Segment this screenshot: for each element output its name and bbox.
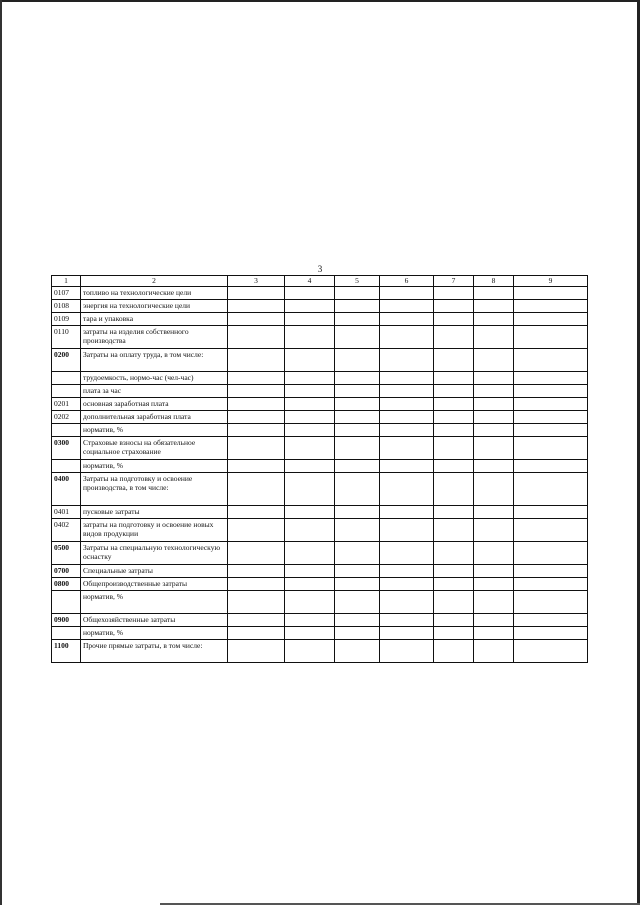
empty-value-cell — [434, 398, 474, 411]
empty-value-cell — [285, 519, 335, 542]
row-label-cell: пусковые затраты — [81, 506, 228, 519]
empty-value-cell — [380, 424, 434, 437]
table-row — [52, 287, 588, 300]
empty-value-cell — [380, 372, 434, 385]
empty-value-cell — [514, 640, 588, 663]
row-code-cell — [52, 460, 81, 473]
empty-value-cell — [514, 385, 588, 398]
row-code-cell: 0109 — [52, 313, 81, 326]
table-row — [52, 614, 588, 627]
table-row — [52, 385, 588, 398]
empty-value-cell — [514, 372, 588, 385]
empty-value-cell — [514, 326, 588, 349]
empty-value-cell — [335, 424, 380, 437]
empty-value-cell — [380, 614, 434, 627]
empty-value-cell — [474, 627, 514, 640]
empty-value-cell — [434, 424, 474, 437]
empty-value-cell — [228, 506, 285, 519]
empty-value-cell — [434, 437, 474, 460]
row-label-cell: норматив, % — [81, 460, 228, 473]
row-code-cell: 0300 — [52, 437, 81, 460]
empty-value-cell — [228, 313, 285, 326]
empty-value-cell — [228, 385, 285, 398]
empty-value-cell — [335, 627, 380, 640]
empty-value-cell — [285, 565, 335, 578]
empty-value-cell — [285, 473, 335, 506]
empty-value-cell — [228, 460, 285, 473]
empty-value-cell — [434, 411, 474, 424]
empty-value-cell — [285, 313, 335, 326]
empty-value-cell — [380, 578, 434, 591]
empty-value-cell — [380, 627, 434, 640]
empty-value-cell — [514, 614, 588, 627]
empty-value-cell — [335, 313, 380, 326]
empty-value-cell — [285, 424, 335, 437]
empty-value-cell — [514, 300, 588, 313]
empty-value-cell — [514, 519, 588, 542]
row-label-cell: Страховые взносы на обязательное социальное страхование — [81, 437, 228, 460]
table-row — [52, 473, 588, 506]
empty-value-cell — [474, 640, 514, 663]
empty-value-cell — [228, 287, 285, 300]
empty-value-cell — [474, 424, 514, 437]
empty-value-cell — [434, 300, 474, 313]
empty-value-cell — [335, 372, 380, 385]
table-row — [52, 591, 588, 614]
empty-value-cell — [434, 473, 474, 506]
table-row — [52, 519, 588, 542]
table-row — [52, 460, 588, 473]
empty-value-cell — [335, 411, 380, 424]
empty-value-cell — [335, 287, 380, 300]
empty-value-cell — [228, 542, 285, 565]
empty-value-cell — [474, 578, 514, 591]
empty-value-cell — [474, 411, 514, 424]
empty-value-cell — [335, 542, 380, 565]
empty-value-cell — [228, 411, 285, 424]
empty-value-cell — [434, 565, 474, 578]
table-row — [52, 627, 588, 640]
empty-value-cell — [335, 473, 380, 506]
empty-value-cell — [335, 506, 380, 519]
empty-value-cell — [434, 614, 474, 627]
row-label-cell: трудоемкость, нормо-час (чел-час) — [81, 372, 228, 385]
empty-value-cell — [228, 349, 285, 372]
empty-value-cell — [380, 565, 434, 578]
scan-border-top — [0, 0, 640, 2]
empty-value-cell — [514, 473, 588, 506]
empty-value-cell — [285, 349, 335, 372]
row-code-cell: 0201 — [52, 398, 81, 411]
row-code-cell: 0401 — [52, 506, 81, 519]
table-row — [52, 313, 588, 326]
empty-value-cell — [335, 640, 380, 663]
empty-value-cell — [228, 614, 285, 627]
empty-value-cell — [514, 287, 588, 300]
row-label-cell: норматив, % — [81, 424, 228, 437]
row-label-cell: затраты на подготовку и освоение новых видов продукции — [81, 519, 228, 542]
empty-value-cell — [514, 437, 588, 460]
empty-value-cell — [228, 565, 285, 578]
empty-value-cell — [228, 424, 285, 437]
row-label-cell: норматив, % — [81, 591, 228, 614]
table-row — [52, 349, 588, 372]
empty-value-cell — [228, 300, 285, 313]
empty-value-cell — [474, 313, 514, 326]
empty-value-cell — [335, 385, 380, 398]
empty-value-cell — [380, 506, 434, 519]
empty-value-cell — [434, 287, 474, 300]
column-header: 3 — [228, 276, 285, 287]
table-row — [52, 506, 588, 519]
empty-value-cell — [514, 349, 588, 372]
empty-value-cell — [514, 565, 588, 578]
empty-value-cell — [285, 640, 335, 663]
row-code-cell — [52, 385, 81, 398]
table-row — [52, 424, 588, 437]
row-label-cell: норматив, % — [81, 627, 228, 640]
empty-value-cell — [474, 460, 514, 473]
empty-value-cell — [335, 578, 380, 591]
empty-value-cell — [474, 437, 514, 460]
empty-value-cell — [335, 326, 380, 349]
row-label-cell: Общепроизводственные затраты — [81, 578, 228, 591]
empty-value-cell — [335, 591, 380, 614]
empty-value-cell — [285, 398, 335, 411]
empty-value-cell — [434, 385, 474, 398]
column-header: 5 — [335, 276, 380, 287]
row-code-cell: 0200 — [52, 349, 81, 372]
empty-value-cell — [434, 349, 474, 372]
empty-value-cell — [285, 437, 335, 460]
empty-value-cell — [228, 640, 285, 663]
empty-value-cell — [285, 385, 335, 398]
empty-value-cell — [434, 372, 474, 385]
empty-value-cell — [335, 437, 380, 460]
empty-value-cell — [285, 591, 335, 614]
row-code-cell — [52, 424, 81, 437]
table-row — [52, 411, 588, 424]
column-header: 9 — [514, 276, 588, 287]
empty-value-cell — [434, 326, 474, 349]
empty-value-cell — [380, 640, 434, 663]
row-label-cell: энергия на технологические цели — [81, 300, 228, 313]
row-label-cell: затраты на изделия собственного производства — [81, 326, 228, 349]
row-code-cell: 0110 — [52, 326, 81, 349]
empty-value-cell — [380, 300, 434, 313]
empty-value-cell — [380, 287, 434, 300]
empty-value-cell — [228, 627, 285, 640]
empty-value-cell — [514, 411, 588, 424]
row-code-cell — [52, 591, 81, 614]
column-header: 6 — [380, 276, 434, 287]
column-header: 4 — [285, 276, 335, 287]
column-header: 8 — [474, 276, 514, 287]
row-label-cell: Прочие прямые затраты, в том числе: — [81, 640, 228, 663]
row-code-cell: 0400 — [52, 473, 81, 506]
empty-value-cell — [335, 300, 380, 313]
empty-value-cell — [514, 460, 588, 473]
empty-value-cell — [380, 473, 434, 506]
empty-value-cell — [335, 398, 380, 411]
empty-value-cell — [380, 349, 434, 372]
empty-value-cell — [380, 313, 434, 326]
empty-value-cell — [380, 460, 434, 473]
empty-value-cell — [474, 326, 514, 349]
empty-value-cell — [514, 542, 588, 565]
empty-value-cell — [474, 591, 514, 614]
empty-value-cell — [228, 398, 285, 411]
empty-value-cell — [474, 542, 514, 565]
empty-value-cell — [285, 326, 335, 349]
table-row — [52, 640, 588, 663]
empty-value-cell — [335, 519, 380, 542]
row-label-cell: основная заработная плата — [81, 398, 228, 411]
empty-value-cell — [474, 349, 514, 372]
row-code-cell: 0108 — [52, 300, 81, 313]
column-header: 1 — [52, 276, 81, 287]
row-label-cell: тара и упаковка — [81, 313, 228, 326]
empty-value-cell — [380, 437, 434, 460]
table-row — [52, 372, 588, 385]
empty-value-cell — [380, 385, 434, 398]
row-code-cell: 0900 — [52, 614, 81, 627]
empty-value-cell — [228, 591, 285, 614]
empty-value-cell — [285, 300, 335, 313]
table-row — [52, 398, 588, 411]
empty-value-cell — [514, 578, 588, 591]
empty-value-cell — [434, 591, 474, 614]
empty-value-cell — [380, 326, 434, 349]
empty-value-cell — [285, 578, 335, 591]
empty-value-cell — [228, 437, 285, 460]
empty-value-cell — [380, 591, 434, 614]
row-code-cell — [52, 372, 81, 385]
empty-value-cell — [474, 398, 514, 411]
table-row — [52, 326, 588, 349]
table-header-row — [52, 276, 588, 287]
empty-value-cell — [474, 614, 514, 627]
page-number: 3 — [317, 264, 323, 274]
empty-value-cell — [514, 398, 588, 411]
row-label-cell: Затраты на оплату труда, в том числе: — [81, 349, 228, 372]
row-code-cell: 0402 — [52, 519, 81, 542]
empty-value-cell — [434, 627, 474, 640]
table-row — [52, 565, 588, 578]
column-header: 2 — [81, 276, 228, 287]
empty-value-cell — [434, 506, 474, 519]
empty-value-cell — [474, 372, 514, 385]
table-row — [52, 578, 588, 591]
empty-value-cell — [514, 424, 588, 437]
empty-value-cell — [335, 460, 380, 473]
empty-value-cell — [434, 460, 474, 473]
empty-value-cell — [228, 473, 285, 506]
empty-value-cell — [434, 313, 474, 326]
row-code-cell: 1100 — [52, 640, 81, 663]
row-label-cell: топливо на технологические цели — [81, 287, 228, 300]
empty-value-cell — [228, 326, 285, 349]
empty-value-cell — [474, 473, 514, 506]
empty-value-cell — [514, 627, 588, 640]
empty-value-cell — [228, 372, 285, 385]
table-row — [52, 300, 588, 313]
table-row — [52, 542, 588, 565]
empty-value-cell — [474, 519, 514, 542]
empty-value-cell — [514, 591, 588, 614]
table-body — [52, 287, 588, 663]
empty-value-cell — [285, 506, 335, 519]
empty-value-cell — [514, 506, 588, 519]
empty-value-cell — [335, 614, 380, 627]
empty-value-cell — [228, 519, 285, 542]
empty-value-cell — [380, 519, 434, 542]
empty-value-cell — [474, 565, 514, 578]
empty-value-cell — [380, 542, 434, 565]
empty-value-cell — [380, 411, 434, 424]
empty-value-cell — [434, 578, 474, 591]
row-label-cell: Специальные затраты — [81, 565, 228, 578]
empty-value-cell — [335, 565, 380, 578]
row-code-cell — [52, 627, 81, 640]
row-code-cell: 0800 — [52, 578, 81, 591]
empty-value-cell — [380, 398, 434, 411]
cost-table — [51, 275, 588, 663]
empty-value-cell — [474, 287, 514, 300]
empty-value-cell — [285, 542, 335, 565]
row-code-cell: 0107 — [52, 287, 81, 300]
empty-value-cell — [285, 411, 335, 424]
empty-value-cell — [228, 578, 285, 591]
empty-value-cell — [474, 506, 514, 519]
empty-value-cell — [285, 627, 335, 640]
empty-value-cell — [474, 300, 514, 313]
empty-value-cell — [285, 287, 335, 300]
row-label-cell: Затраты на подготовку и освоение производства, в том числе: — [81, 473, 228, 506]
row-code-cell: 0500 — [52, 542, 81, 565]
empty-value-cell — [335, 349, 380, 372]
empty-value-cell — [285, 372, 335, 385]
row-label-cell: Затраты на специальную технологическую оснастку — [81, 542, 228, 565]
empty-value-cell — [434, 519, 474, 542]
empty-value-cell — [514, 313, 588, 326]
empty-value-cell — [434, 542, 474, 565]
empty-value-cell — [434, 640, 474, 663]
row-code-cell: 0202 — [52, 411, 81, 424]
row-label-cell: дополнительная заработная плата — [81, 411, 228, 424]
column-header: 7 — [434, 276, 474, 287]
row-label-cell: Общехозяйственные затраты — [81, 614, 228, 627]
empty-value-cell — [285, 460, 335, 473]
row-label-cell: плата за час — [81, 385, 228, 398]
row-code-cell: 0700 — [52, 565, 81, 578]
empty-value-cell — [285, 614, 335, 627]
table-row — [52, 437, 588, 460]
empty-value-cell — [474, 385, 514, 398]
scan-border-left — [0, 0, 2, 905]
